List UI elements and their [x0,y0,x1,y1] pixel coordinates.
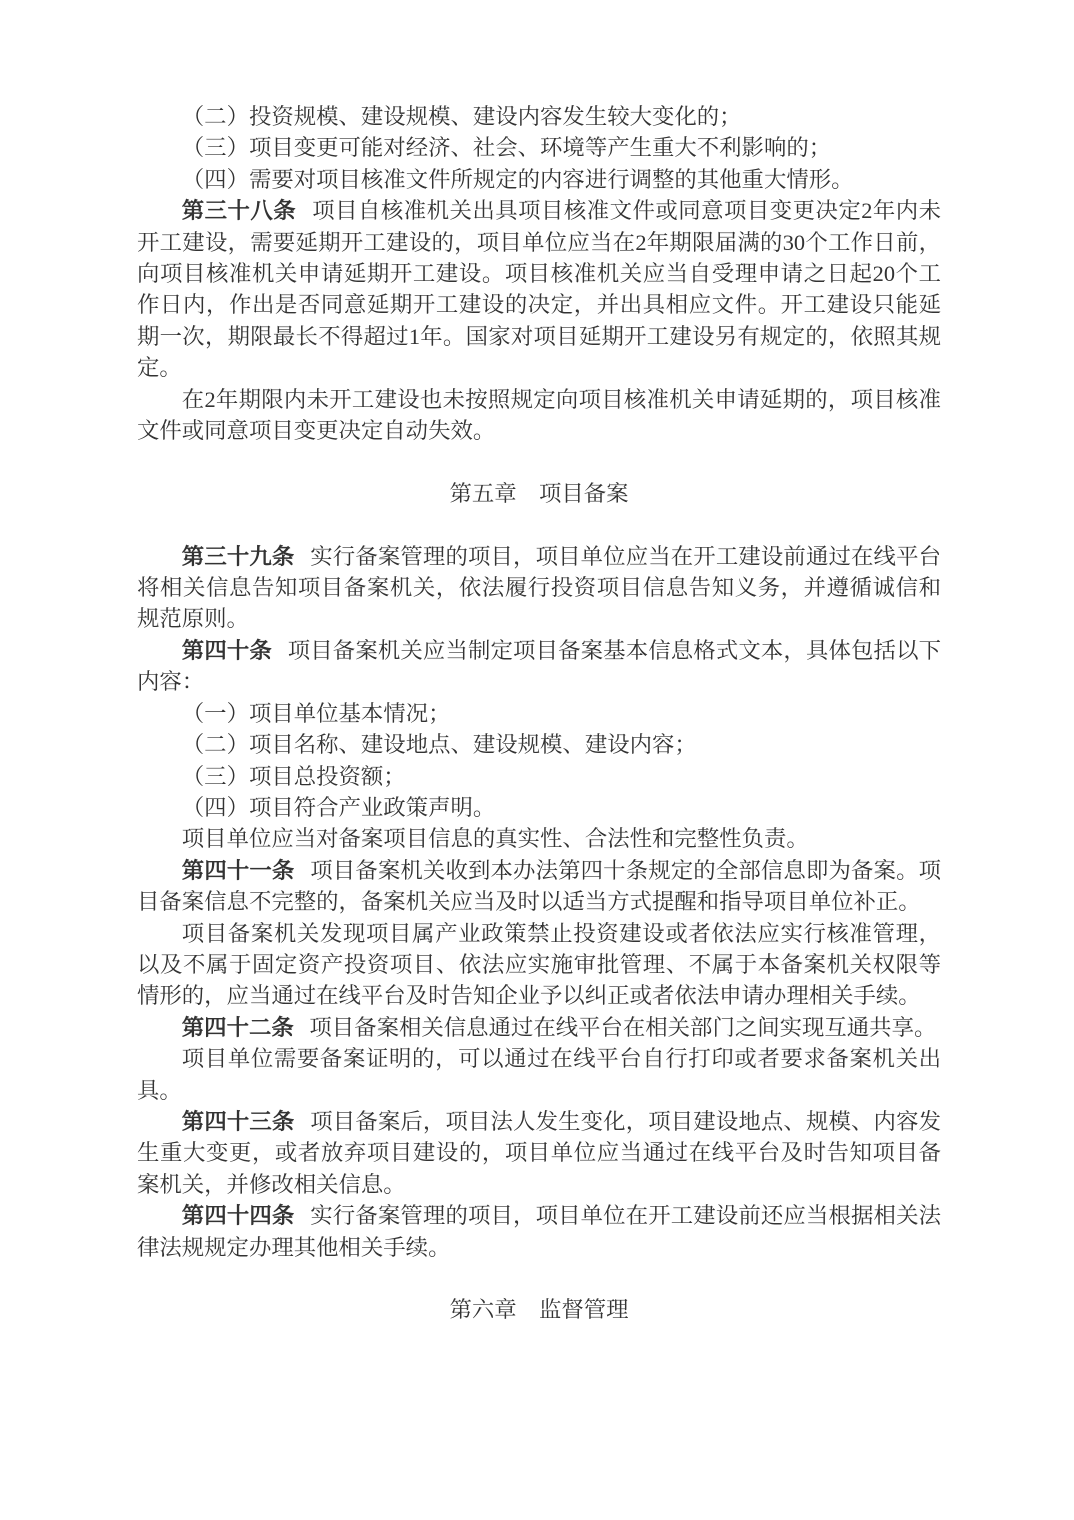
article-number: 第三十九条 [181,543,295,569]
article-paragraph [137,855,941,918]
body-paragraph: 项目单位需要备案证明的，可以通过在线平台自行打印或者要求备案机关出具。 [137,1046,941,1103]
article-number: 第三十八条 [181,198,297,224]
list-item: （一）项目单位基本情况； [181,700,451,726]
article-number: 第四十二条 [181,1014,294,1040]
list-item: （四）项目符合产业政策声明。 [181,794,496,820]
article-text: 项目备案机关应当制定项目备案基本信息格式文本，具体包括以下内容： [137,637,941,695]
chapter-heading: 第六章 监督管理 [449,1297,629,1323]
article-text: 项目自核准机关出具项目核准文件或同意项目变更决定2年内未开工建设，需要延期开工建设的，项目单位应当在2年期限届满的30个工作日前，向项目核准机关申请延期开工建设。项目核准机关应当自受理申请之日起20个工作日内，作出是否同意延期开工建设的决定，并出具相应文件。开工建设只能延期一次，期限最长不得超过1年。国家对项目延期开工建设另有规定的，依照其规定。 [137,198,941,381]
article-text: 实行备案管理的项目，项目单位在开工建设前还应当根据相关法律法规规定办理其他相关手续。 [137,1203,941,1260]
article-paragraph [137,195,941,383]
article-text: 实行备案管理的项目，项目单位应当在开工建设前通过在线平台将相关信息告知项目备案机关，依法履行投资项目信息告知义务，并遵循诚信和规范原则。 [137,543,941,632]
article-text: 项目备案后，项目法人发生变化，项目建设地点、规模、内容发生重大变更，或者放弃项目建设的，项目单位应当通过在线平台及时告知项目备案机关，并修改相关信息。 [137,1108,941,1197]
article-paragraph [137,1012,941,1043]
list-item: （二）投资规模、建设规模、建设内容发生较大变化的； [181,104,742,129]
article-paragraph [137,1200,941,1263]
article-text: 项目备案机关收到本办法第四十条规定的全部信息即为备案。项目备案信息不完整的，备案机关应当及时以适当方式提醒和指导项目单位补正。 [137,857,941,915]
body-paragraph: 在2年期限内未开工建设也未按照规定向项目核准机关申请延期的，项目核准文件或同意项目变更决定自动失效。 [137,386,941,444]
document-page [137,101,941,1357]
article-paragraph [137,541,941,635]
article-number: 第四十三条 [181,1108,295,1134]
article-paragraph [137,635,941,698]
list-item: （三）项目总投资额； [181,763,406,789]
article-text: 项目备案相关信息通过在线平台在相关部门之间实现互通共享。 [309,1014,937,1040]
article-paragraph [137,1106,941,1200]
article-number: 第四十四条 [181,1203,295,1229]
list-item: （三）项目变更可能对经济、社会、环境等产生重大不利影响的； [181,135,832,161]
body-paragraph: 项目单位应当对备案项目信息的真实性、合法性和完整性负责。 [181,826,809,852]
article-number: 第四十条 [181,637,272,663]
article-number: 第四十一条 [181,857,295,883]
list-item: （二）项目名称、建设地点、建设规模、建设内容； [181,732,697,758]
body-paragraph: 项目备案机关发现项目属产业政策禁止投资建设或者依法应实行核准管理，以及不属于固定资产投资项目、依法应实施审批管理、不属于本备案机关权限等情形的，应当通过在线平台及时告知企业予以纠正或者依法申请办理相关手续。 [137,920,941,1009]
chapter-heading: 第五章 项目备案 [449,480,629,506]
list-item: （四）需要对项目核准文件所规定的内容进行调整的其他重大情形。 [181,166,854,192]
